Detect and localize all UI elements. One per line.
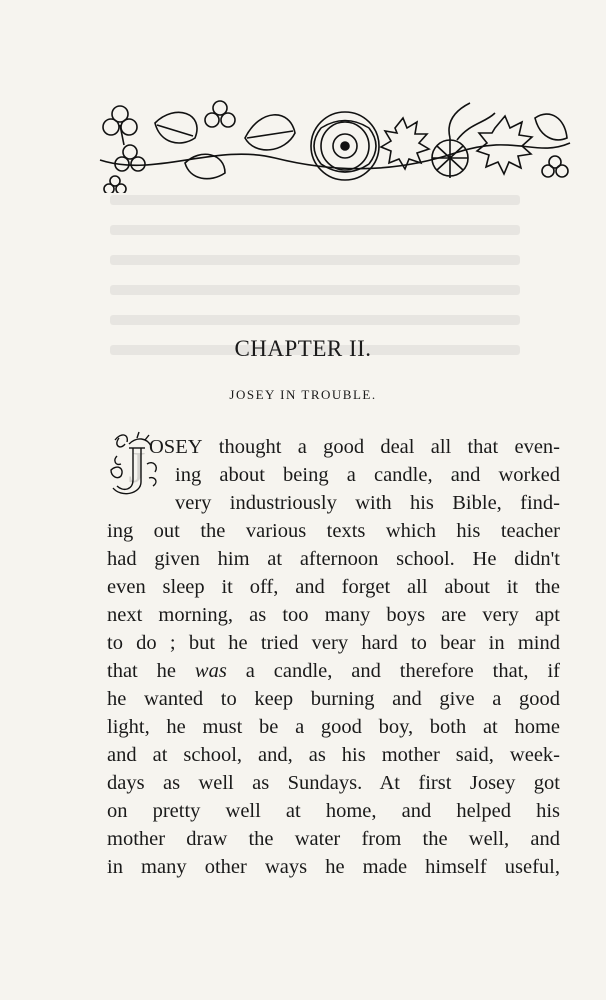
line9-italic: was [194,660,227,682]
text-line-2: ing about being a candle, and worked [175,464,560,486]
first-word-smallcaps: OSEY [149,436,203,458]
text-line-1 [149,435,560,459]
text-line-8: to do ; but he tried very hard to bear in mind [107,632,560,654]
text-line-7: next morning, as too many boys are very apt [107,604,560,626]
chapter-title: CHAPTER II. [234,336,372,361]
text-line-12: and at school, and, as his mother said, week- [107,744,560,766]
text-line-15: mother draw the water from the well, and [107,828,560,850]
text-line-11: light, he must be a good boy, both at home [107,716,560,738]
text-line-5: had given him at afternoon school. He didn't [107,548,560,570]
text-line-6: even sleep it off, and forget all about it the [107,576,560,598]
chapter-subtitle: JOSEY IN TROUBLE. [229,387,377,402]
text-line-4: ing out the various texts which his teacher [107,520,560,542]
floral-headpiece-ornament [95,98,575,193]
text-line-9 [107,659,560,683]
text-line-13: days as well as Sundays. At first Josey got [107,772,560,794]
text-line-10: he wanted to keep burning and give a good [107,688,560,710]
line9-post: a candle, and therefore that, if [226,660,560,682]
text-line-16: in many other ways he made himself useful, [107,856,560,878]
text-line-14: on pretty well at home, and helped his [107,800,560,822]
svg-text:J: J [128,443,146,492]
line1-rest: thought a good deal all that even- [202,436,560,458]
line9-pre: that he [107,660,195,682]
text-line-3: very industriously with his Bible, find- [175,492,560,514]
